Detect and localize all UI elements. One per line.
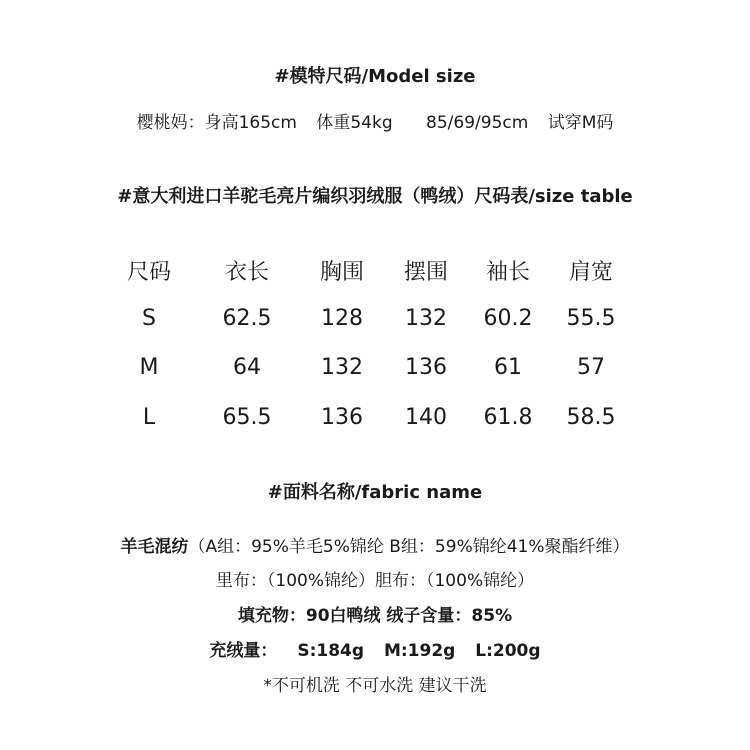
- table-header-cell: 袖长: [485, 260, 530, 285]
- fill-weight-label: 充绒量：: [209, 641, 278, 661]
- table-cell: 132: [405, 306, 447, 331]
- table-cell: 61.8: [483, 405, 533, 430]
- table-cell: 128: [321, 306, 363, 331]
- model-name-height: 樱桃妈：身高165cm: [136, 113, 297, 133]
- fill-weight: [0, 636, 750, 661]
- fabric-blend-label: 羊毛混纺: [120, 537, 189, 557]
- table-cell: 132: [321, 355, 363, 380]
- table-cell: 60.2: [483, 306, 533, 331]
- table-cell: 57: [577, 355, 605, 380]
- table-cell: 140: [405, 405, 447, 430]
- model-size-heading: #模特尺码/Model size: [274, 66, 476, 87]
- fabric-blend-detail: （A组：95%羊毛5%锦纶 B组：59%锦纶41%聚酯纤维）: [188, 537, 630, 557]
- fill-weight-s: S:184g: [297, 641, 365, 661]
- table-cell: 61: [494, 355, 522, 380]
- table-header-cell: 摆围: [403, 260, 448, 285]
- fabric-blend: [0, 532, 750, 557]
- fill-weight-l: L:200g: [475, 641, 541, 661]
- care-instructions: *不可机洗 不可水洗 建议干洗: [263, 676, 487, 696]
- table-cell: 136: [321, 405, 363, 430]
- table-cell: 58.5: [566, 405, 616, 430]
- table-cell: 136: [405, 355, 447, 380]
- model-weight: 体重54kg: [316, 113, 393, 133]
- table-cell: 62.5: [222, 306, 272, 331]
- table-header-cell: 尺码: [126, 260, 171, 285]
- fill-weight-m: M:192g: [383, 641, 456, 661]
- table-cell: S: [142, 306, 156, 331]
- table-cell: 55.5: [566, 306, 616, 331]
- table-header-cell: 衣长: [224, 260, 269, 285]
- table-cell: 64: [233, 355, 261, 380]
- model-info: [0, 108, 750, 133]
- table-cell: M: [139, 355, 159, 380]
- fabric-lining: 里布：（100%锦纶）胆布：（100%锦纶）: [215, 571, 535, 591]
- table-header-cell: 肩宽: [568, 260, 613, 285]
- fabric-filling: 填充物：90白鸭绒 绒子含量：85%: [237, 606, 513, 626]
- size-table-heading: #意大利进口羊驼毛亮片编织羽绒服（鸭绒）尺码表/size table: [117, 186, 633, 207]
- table-header-cell: 胸围: [319, 260, 364, 285]
- fabric-heading: #面料名称/fabric name: [267, 482, 483, 503]
- model-tried-size: 试穿M码: [547, 113, 614, 133]
- table-cell: 65.5: [222, 405, 272, 430]
- table-cell: L: [142, 405, 156, 430]
- model-measurements: 85/69/95cm: [426, 113, 529, 133]
